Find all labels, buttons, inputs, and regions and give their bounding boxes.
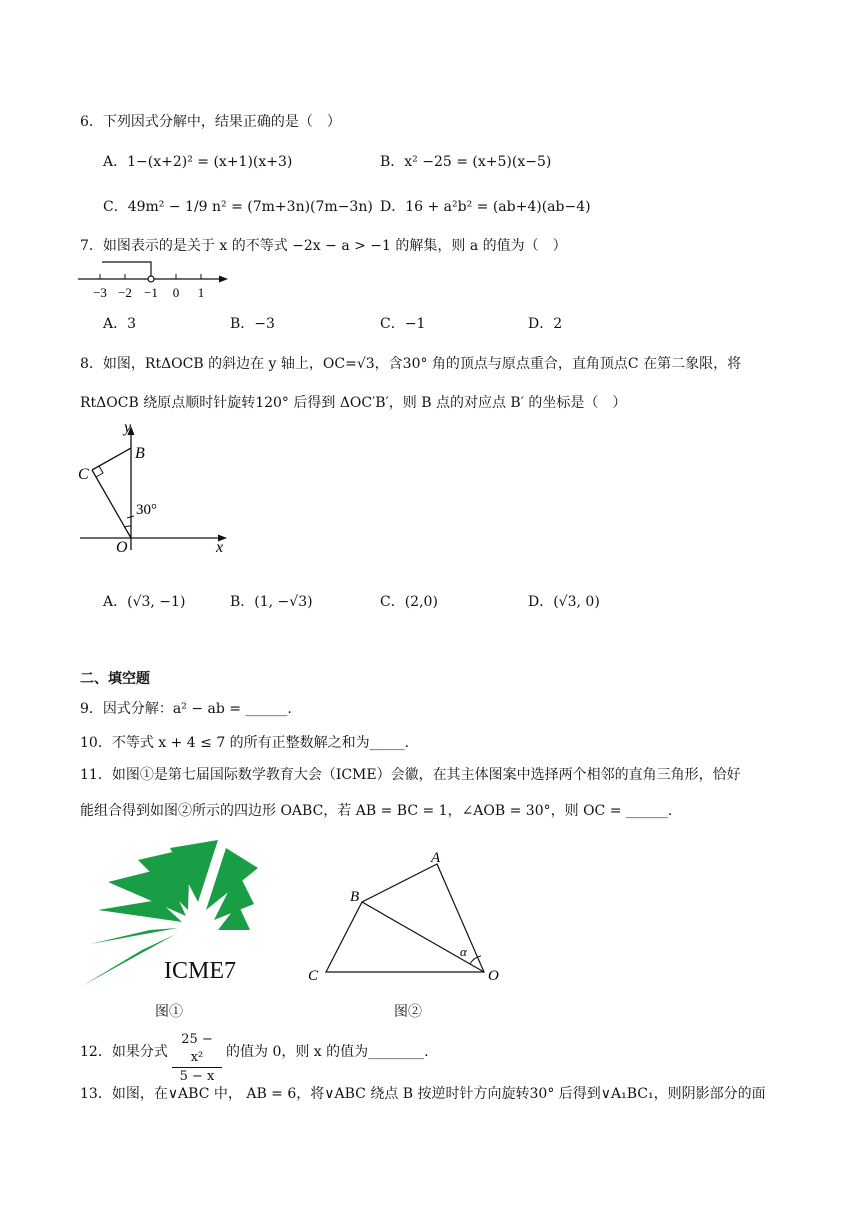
q6-stem: 6．下列因式分解中，结果正确的是（ ） bbox=[80, 114, 341, 130]
q12-prefix: 12．如果分式 bbox=[80, 1044, 168, 1060]
point-c-label: C bbox=[308, 968, 319, 984]
point-o-label: O bbox=[488, 968, 499, 984]
point-o-label: O bbox=[116, 539, 128, 556]
q6-option-a[interactable]: A．1−(x+2)² = (x+1)(x+3) bbox=[103, 154, 293, 170]
q9-text: 9．因式分解：a² − ab = ______. bbox=[80, 701, 292, 717]
point-b-label: B bbox=[135, 445, 145, 462]
q7-option-d[interactable]: D．2 bbox=[528, 316, 563, 332]
q13-text: 13．如图，在∨ABC 中， AB = 6，将∨ABC 绕点 B 按逆时针方向旋转30° 后得到∨A₁BC₁，则阴影部分的面 bbox=[80, 1086, 766, 1102]
q11-line2: 能组合得到如图②所示的四边形 OABC，若 AB = BC = 1，∠AOB = 30°，则 OC = ______. bbox=[80, 803, 673, 819]
tick-label: −1 bbox=[144, 285, 158, 300]
tick-label: −3 bbox=[93, 285, 107, 300]
q11-line1: 11．如图①是第七届国际数学教育大会（ICME）会徽，在其主体图案中选择两个相邻的直角三角形，恰好 bbox=[80, 767, 741, 783]
icme-logo bbox=[78, 840, 258, 1000]
q8-figure bbox=[78, 420, 238, 560]
point-c-label: C bbox=[78, 466, 89, 483]
q12-suffix: 的值为 0，则 x 的值为________. bbox=[226, 1044, 429, 1060]
q11-figure-2 bbox=[300, 848, 510, 988]
q7-number-line bbox=[78, 256, 238, 304]
q8-option-d[interactable]: D．(√3, 0) bbox=[528, 594, 600, 610]
angle-label: 30° bbox=[136, 502, 157, 518]
q8-option-c[interactable]: C．(2,0) bbox=[380, 594, 438, 610]
tick-label: 0 bbox=[172, 285, 180, 300]
q8-option-b[interactable]: B．(1, −√3) bbox=[230, 594, 313, 610]
fraction-numerator: 25 − x² bbox=[172, 1031, 222, 1068]
q6-option-c[interactable]: C．49m² − 1/9 n² = (7m+3n)(7m−3n) bbox=[103, 199, 373, 215]
q8-stem-line2: RtΔOCB 绕原点顺时针旋转120° 后得到 ΔOC′B′，则 B 点的对应点 B′ 的坐标是（ ） bbox=[80, 395, 627, 411]
q6-option-b[interactable]: B．x² −25 = (x+5)(x−5) bbox=[380, 154, 552, 170]
alpha-label: α bbox=[460, 944, 467, 959]
q6-option-d[interactable]: D．16 + a²b² = (ab+4)(ab−4) bbox=[380, 199, 591, 215]
q7-stem: 7．如图表示的是关于 x 的不等式 −2x − a > −1 的解集，则 a 的值为（ ） bbox=[80, 238, 567, 254]
q7-option-b[interactable]: B．−3 bbox=[230, 316, 275, 332]
q8-option-a[interactable]: A．(√3, −1) bbox=[103, 594, 186, 610]
axis-y-label: y bbox=[124, 419, 132, 436]
point-b-label: B bbox=[350, 889, 360, 905]
tick-label: 1 bbox=[197, 285, 205, 300]
section-title: 二、填空题 bbox=[80, 671, 150, 687]
icme-logo-text: ICME7 bbox=[164, 958, 236, 984]
axis-x-label: x bbox=[216, 539, 224, 556]
q8-stem-line1: 8．如图，RtΔOCB 的斜边在 y 轴上，OC=√3，含30° 角的顶点与原点重合，直角顶点C 在第二象限，将 bbox=[80, 356, 742, 372]
q7-option-c[interactable]: C．−1 bbox=[380, 316, 426, 332]
q7-option-a[interactable]: A．3 bbox=[103, 316, 137, 332]
figure-1-caption: 图① bbox=[155, 1004, 183, 1020]
point-a-label: A bbox=[431, 850, 441, 866]
q12-fraction bbox=[172, 1031, 222, 1086]
fraction-denominator: 5 − x bbox=[179, 1069, 215, 1084]
q10-text: 10．不等式 x + 4 ≤ 7 的所有正整数解之和为_____. bbox=[80, 735, 410, 751]
tick-label: −2 bbox=[118, 285, 132, 300]
figure-2-caption: 图② bbox=[394, 1004, 422, 1020]
